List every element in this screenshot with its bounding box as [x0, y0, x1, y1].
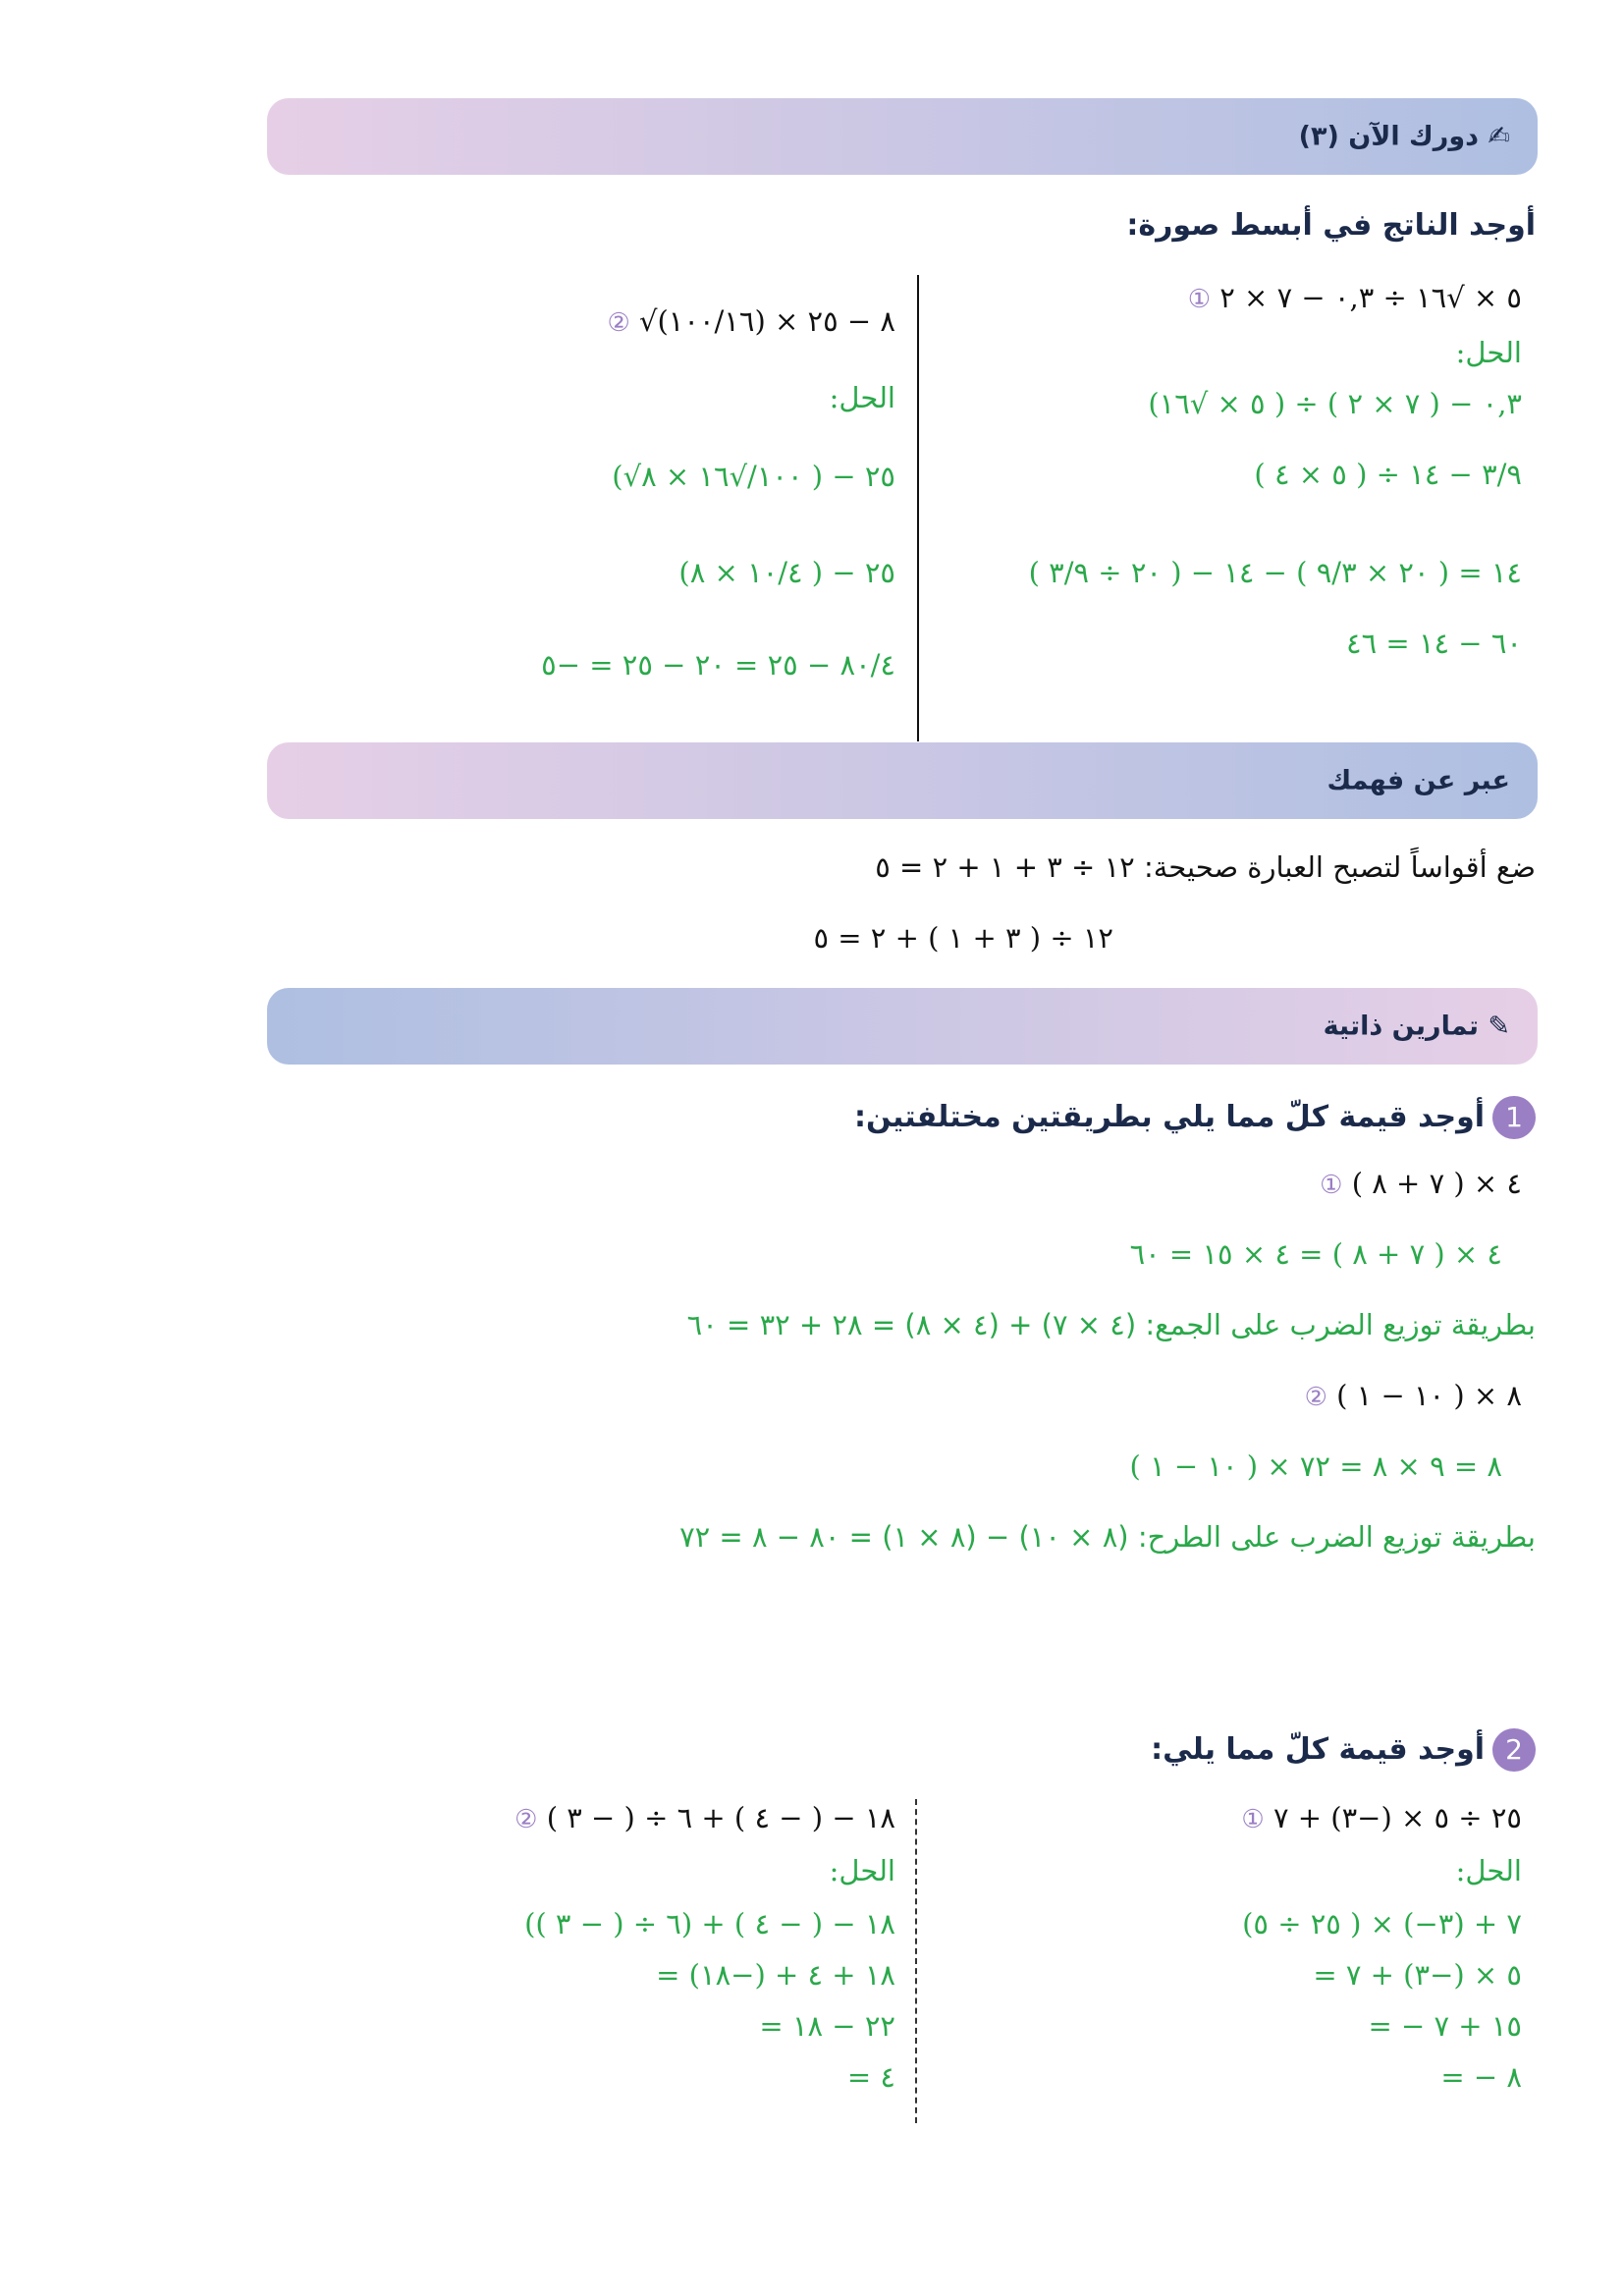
exercise-2a-statement — [1241, 1801, 1522, 1834]
solution-step-4: = − ٨ — [1440, 2060, 1522, 2094]
solution-step-3: = − ١٥ + ٧ — [1368, 2009, 1522, 2043]
banner-title — [1324, 1011, 1510, 1042]
problem-marker: ① — [1241, 1805, 1265, 1834]
exercise-1a-distributive: بطريقة توزيع الضرب على الجمع: (٤ × ٧) + (٤ × ٨) = ٢٨ + ٣٢ = ٦٠ — [686, 1308, 1536, 1341]
section-prompt: أوجد الناتج في أبسط صورة: — [1126, 208, 1536, 243]
solution-label: الحل: — [829, 1854, 895, 1887]
problem-marker: ① — [1187, 285, 1212, 314]
section-banner-exercises — [267, 988, 1538, 1065]
problem-expression: ١٨ − ( − ٤ ) + ٦ ÷ ( − ٣ ) — [546, 1801, 895, 1834]
column-divider — [917, 275, 919, 741]
banner-title: عبر عن فهمك — [1326, 765, 1510, 796]
solution-step-2: = ٥ × (−٣) + ٧ — [1313, 1958, 1522, 1992]
problem-marker: ① — [1320, 1171, 1343, 1200]
solution-step-1: ١٨ − ( − ٤ ) + (٦ ÷ ( − ٣ )) — [524, 1907, 895, 1941]
exercise-2b-statement — [514, 1801, 895, 1834]
problem-marker: ② — [607, 308, 630, 338]
solution-step-2: = ١٨ + ٤ + (−١٨) — [656, 1958, 895, 1992]
problem-expression: ٢٥ ÷ ٥ × (−٣) + ٧ — [1272, 1801, 1522, 1834]
exercise-1-prompt — [854, 1096, 1536, 1139]
solution-label: الحل: — [829, 381, 895, 414]
column-divider-dashed — [915, 1799, 917, 2123]
solution-step-4: ٦٠ − ١٤ = ٤٦ — [1346, 627, 1522, 660]
exercise-prompt-text: أوجد قيمة كلّ مما يلي: — [1151, 1732, 1485, 1767]
exercise-1a-statement — [1320, 1167, 1522, 1200]
solution-step-4: = ٤ — [846, 2060, 895, 2094]
solution-step-3: ٨٠/٤ − ٢٥ = ٢٠ − ٢٥ = −٥ — [541, 648, 895, 682]
problem-expression: ٤ × ( ٧ + ٨ ) — [1351, 1167, 1522, 1200]
exercise-number-badge: 2 — [1492, 1728, 1536, 1772]
solution-step-1: (٥ × √١٦ ) ÷ ٠,٣ − ( ٧ × ٢ ) — [1148, 387, 1522, 420]
pencil-icon: ✎ — [1478, 1011, 1510, 1042]
solution-step-2: ( ٥ × ٤ ) ÷ ٣/٩ − ١٤ — [1254, 458, 1522, 491]
solution-step-1: (√١٠٠/√١٦ × ٨ ) − ٢٥ — [612, 460, 895, 493]
exercise-1b-statement — [1305, 1379, 1522, 1412]
solution-label: الحل: — [1455, 336, 1522, 369]
problem-expression: √(١٠٠/١٦) × ٨ − ٢٥ — [639, 304, 895, 338]
solution-label: الحل: — [1455, 1854, 1522, 1887]
exercise-1b-distributive: بطريقة توزيع الضرب على الطرح: (٨ × ١٠) − (٨ × ١) = ٨٠ − ٨ = ٧٢ — [679, 1520, 1536, 1554]
exercise-1a-solution: ٤ × ( ٧ + ٨ ) = ٤ × ١٥ = ٦٠ — [1129, 1237, 1502, 1271]
exercise-1b-solution: ( ١٠ − ١ ) × ٨ = ٩ × ٨ = ٧٢ — [1129, 1449, 1502, 1483]
solution-step-3: ( ٢٠ ÷ ٣/٩ ) − ١٤ = ( ٢٠ × ٩/٣ ) − ١٤ — [1028, 556, 1522, 589]
problem-marker: ② — [514, 1805, 538, 1834]
problem-2-statement — [607, 304, 895, 338]
banner-title-text: تمارين ذاتية — [1323, 1011, 1479, 1042]
section-banner-express — [267, 742, 1538, 819]
exercise-number-badge: 1 — [1492, 1096, 1536, 1139]
solution-step-1: (٢٥ ÷ ٥ ) × (−٣) + ٧ — [1242, 1907, 1522, 1941]
problem-marker: ② — [1304, 1383, 1327, 1412]
exercise-prompt-text: أوجد قيمة كلّ مما يلي بطريقتين مختلفتين: — [853, 1100, 1485, 1134]
express-prompt: ضع أقواساً لتصبح العبارة صحيحة: ١٢ ÷ ٣ + ١ + ٢ = ٥ — [875, 850, 1536, 884]
problem-1-statement — [1188, 281, 1522, 314]
solution-step-3: = ٢٢ − ١٨ — [759, 2009, 895, 2043]
solution-step-2: (١٠/٤ × ٨ ) − ٢٥ — [678, 556, 895, 589]
banner-title: ✍ دورك الآن (٣) — [1298, 121, 1510, 152]
section-banner-your-turn — [267, 98, 1538, 175]
problem-expression: ( ١٠ − ١ ) × ٨ — [1336, 1379, 1522, 1412]
problem-expression: ٥ × √١٦ ÷ ٠,٣ − ٧ × ٢ — [1219, 281, 1522, 314]
exercise-2-prompt — [1151, 1728, 1536, 1772]
express-answer: ١٢ ÷ ( ٣ + ١ ) + ٢ = ٥ — [813, 921, 1113, 955]
